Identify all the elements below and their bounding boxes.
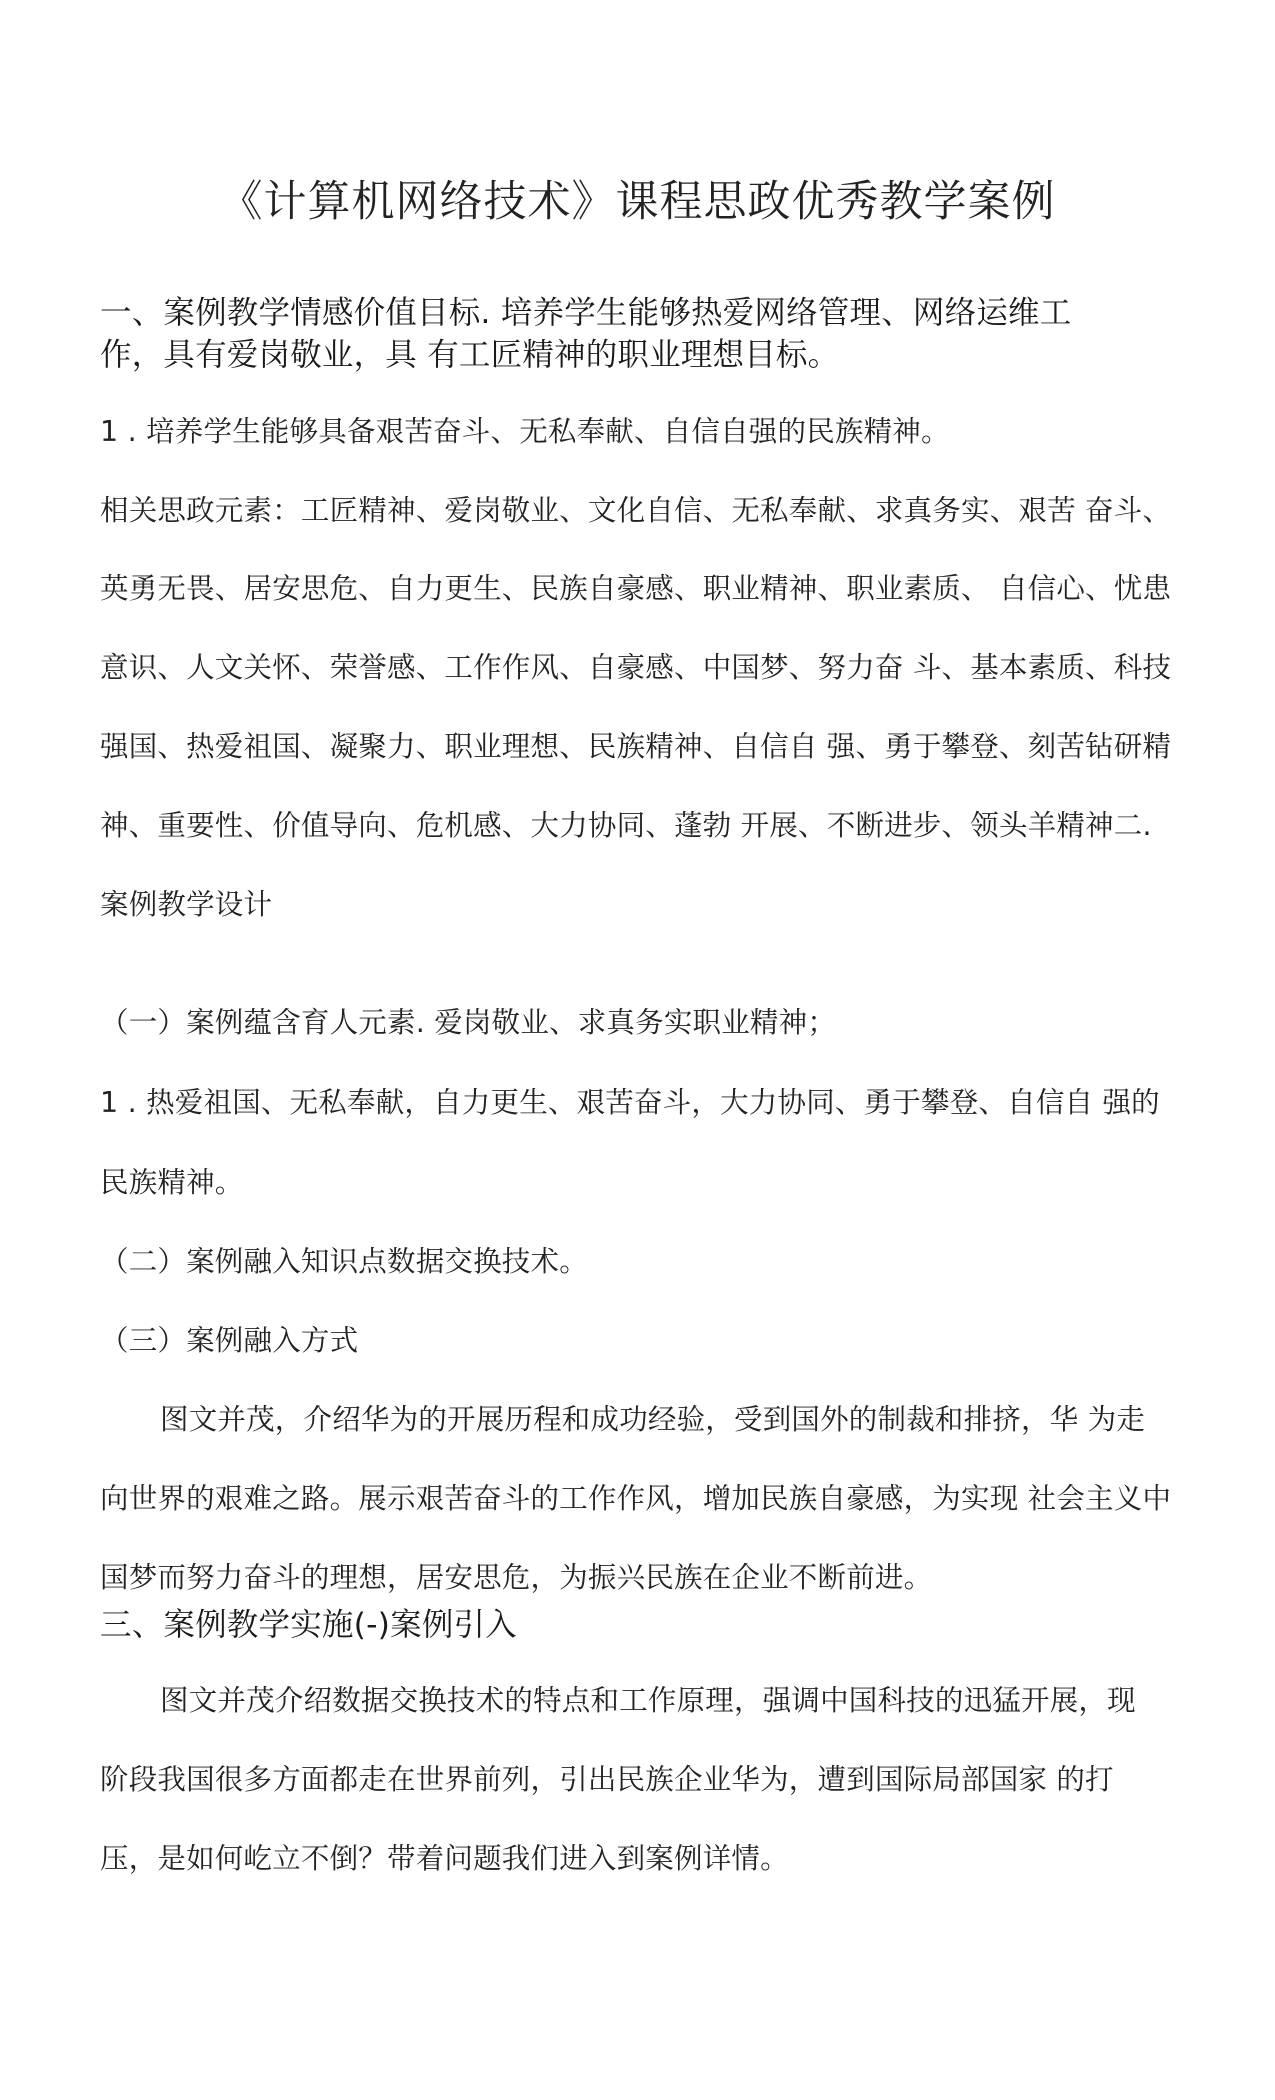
paragraph-line: 相关思政元素：工匠精神、爱岗敬业、文化自信、无私奉献、求真务实、艰苦 奋斗、 [100, 494, 1172, 527]
paragraph-line: 1 . 热爱祖国、无私奉献，自力更生、艰苦奋斗，大力协同、勇于攀登、自信自 强的 [100, 1086, 1160, 1119]
section-1-heading-line-2: 作，具有爱岗敬业，具 有工匠精神的职业理想目标。 [100, 337, 840, 373]
paragraph-line: 国梦而努力奋斗的理想，居安思危，为振兴民族在企业不断前进。 [100, 1561, 933, 1594]
paragraph-line: 1 . 培养学生能够具备艰苦奋斗、无私奉献、自信自强的民族精神。 [100, 415, 950, 448]
paragraph-line: 神、重要性、价值导向、危机感、大力协同、蓬勃 开展、不断进步、领头羊精神二. [100, 809, 1152, 842]
paragraph-line: 意识、人文关怀、荣誉感、工作作风、自豪感、中国梦、努力奋 斗、基本素质、科技 [100, 651, 1172, 684]
paragraph-line: 民族精神。 [100, 1166, 244, 1199]
paragraph-line: 英勇无畏、居安思危、自力更生、民族自豪感、职业精神、职业素质、 自信心、忧患 [100, 572, 1172, 605]
paragraph-line: 压，是如何屹立不倒？带着问题我们进入到案例详情。 [100, 1842, 789, 1875]
paragraph-line: 案例教学设计 [100, 888, 273, 921]
paragraph-line: （三）案例融入方式 [100, 1324, 359, 1357]
document-title: 《计算机网络技术》课程思政优秀教学案例 [219, 177, 1056, 227]
paragraph-line: 阶段我国很多方面都走在世界前列，引出民族企业华为，遭到国际局部国家 的打 [100, 1763, 1114, 1796]
section-3-heading: 三、案例教学实施(-)案例引入 [100, 1607, 517, 1643]
paragraph-line: （二）案例融入知识点数据交换技术。 [100, 1245, 588, 1278]
paragraph-line: （一）案例蕴含育人元素. 爱岗敬业、求真务实职业精神； [100, 1006, 837, 1039]
section-1-heading-line-1: 一、案例教学情感价值目标. 培养学生能够热爱网络管理、网络运维工 [100, 295, 1072, 331]
paragraph-line: 图文并茂，介绍华为的开展历程和成功经验，受到国外的制裁和排挤，华 为走 [160, 1403, 1146, 1436]
paragraph-line: 强国、热爱祖国、凝聚力、职业理想、民族精神、自信自 强、勇于攀登、刻苦钻研精 [100, 730, 1172, 763]
paragraph-line: 向世界的艰难之路。展示艰苦奋斗的工作作风，增加民族自豪感，为实现 社会主义中 [100, 1482, 1172, 1515]
paragraph-line: 图文并茂介绍数据交换技术的特点和工作原理，强调中国科技的迅猛开展，现 [160, 1684, 1136, 1717]
